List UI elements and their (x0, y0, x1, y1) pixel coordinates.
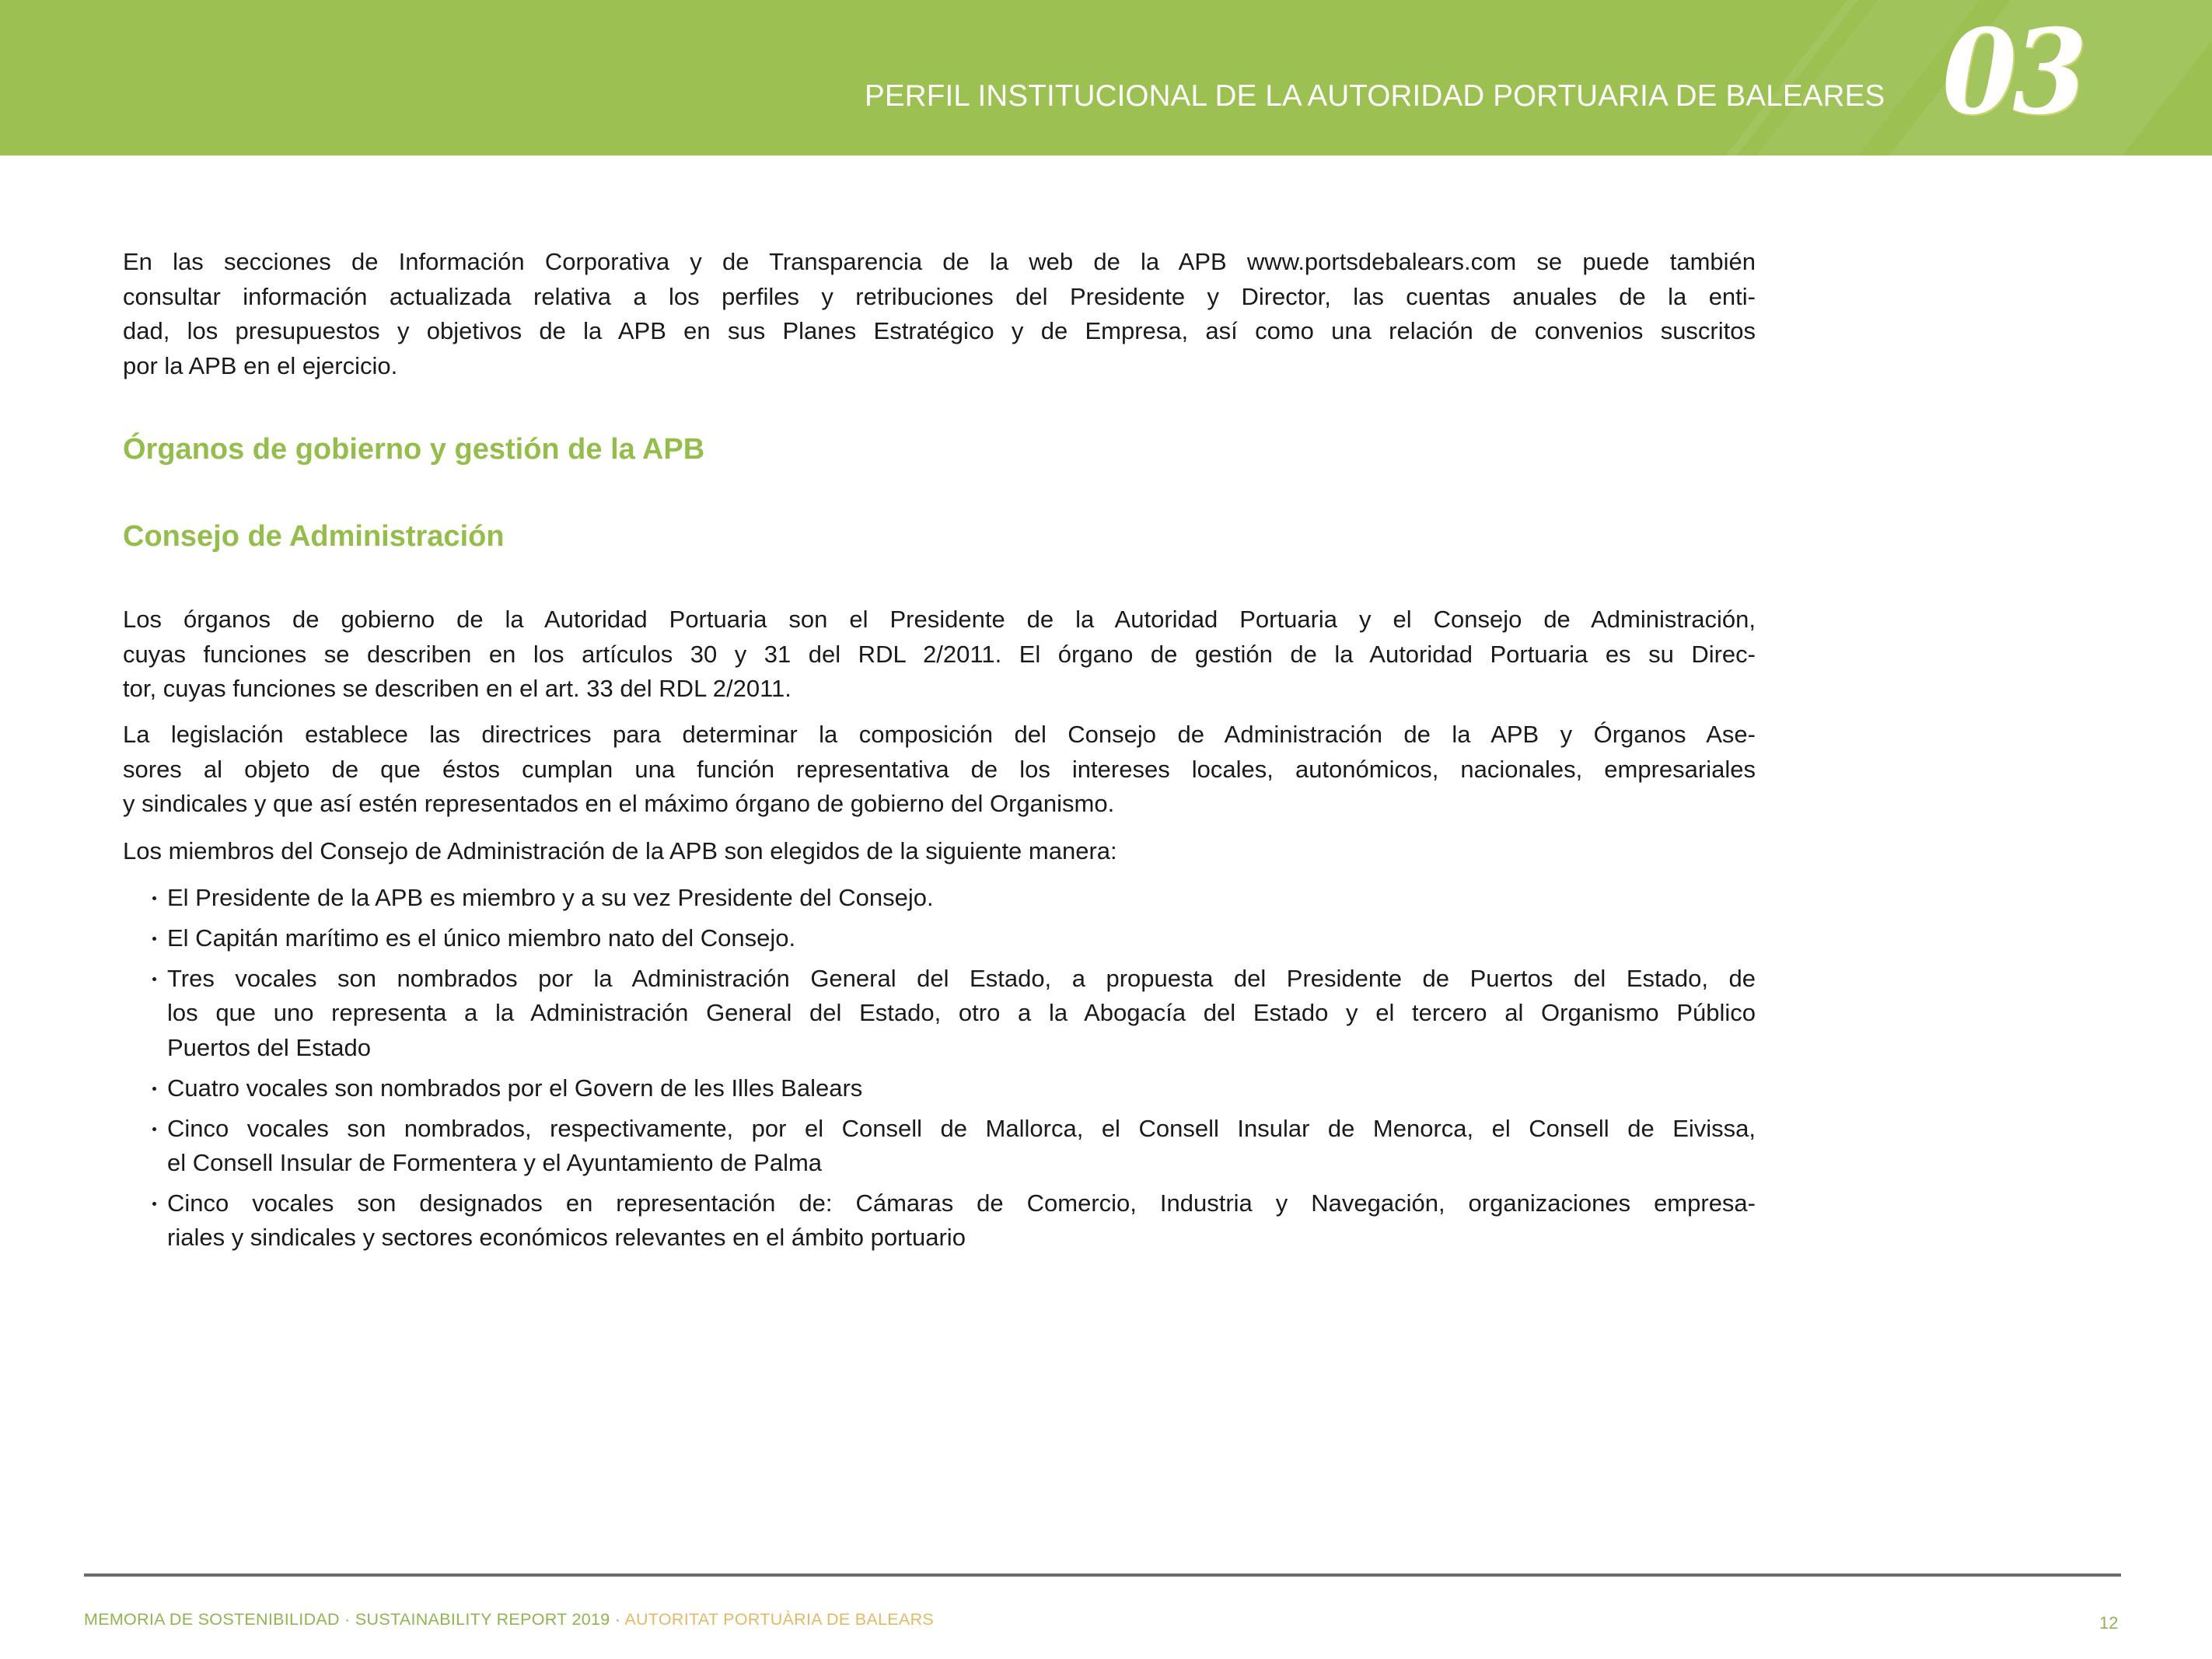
list-item (123, 921, 1756, 956)
text-line: el Consell Insular de Formentera y el Ayuntamiento de Palma (167, 1149, 823, 1177)
text-line: Los órganos de gobierno de la Autoridad Portuaria son el Presidente de la Autoridad Portuaria y el Consejo de Administración, (123, 606, 1756, 633)
text-line: Cinco vocales son nombrados, respectivamente, por el Consell de Mallorca, el Consell Insular de Menorca, el Consell de Eivissa, (167, 1114, 1756, 1142)
footer-credit (84, 1609, 934, 1629)
text-line: los que uno representa a la Administración General del Estado, otro a la Abogacía del Estado y el tercero al Organismo Público (167, 999, 1756, 1027)
text-line: y sindicales y que así estén representados en el máximo órgano de gobierno del Organismo. (123, 790, 1115, 817)
list-item (123, 1112, 1756, 1181)
paragraph (123, 718, 1756, 822)
section-heading: Órganos de gobierno y gestión de la APB (123, 433, 705, 466)
list-item (123, 1071, 1756, 1106)
bullet-icon (152, 1202, 156, 1206)
text-line: cuyas funciones se describen en los artículos 30 y 31 del RDL 2/2011. El órgano de gestión de la Autoridad Portuaria es su Direc- (123, 640, 1756, 668)
bullet-icon (152, 896, 156, 900)
chapter-number: 03 (1942, 4, 2084, 141)
text-line: por la APB en el ejercicio. (123, 351, 398, 379)
subsection-heading: Consejo de Administración (123, 520, 505, 553)
bullet-icon (152, 1127, 156, 1131)
text-line: El Capitán marítimo es el único miembro nato del Consejo. (167, 924, 796, 952)
intro-paragraph (123, 245, 1756, 383)
footer-divider (84, 1573, 2121, 1577)
members-list (123, 881, 1756, 1261)
text-line: Cuatro vocales son nombrados por el Govern de les Illes Balears (167, 1074, 863, 1102)
text-line: riales y sindicales y sectores económicos relevantes en el ámbito portuario (167, 1224, 966, 1252)
footer-report-label: MEMORIA DE SOSTENIBILIDAD · SUSTAINABILITY REPORT 2019 · (84, 1610, 625, 1629)
text-line: consultar información actualizada relativa a los perfiles y retribuciones del Presidente y Director, las cuentas anuales de la enti- (123, 282, 1756, 310)
chapter-header-band (0, 0, 2212, 155)
text-line: Los miembros del Consejo de Administración de la APB son elegidos de la siguiente manera: (123, 837, 1117, 864)
bullet-icon (152, 937, 156, 941)
text-line: Cinco vocales son designados en representación de: Cámaras de Comercio, Industria y Navegación, organizaciones empresa- (167, 1189, 1756, 1217)
bullet-icon (152, 977, 156, 981)
text-line: dad, los presupuestos y objetivos de la APB en sus Planes Estratégico y de Empresa, así como una relación de convenios suscritos (123, 317, 1756, 344)
text-line: Puertos del Estado (167, 1033, 371, 1061)
paragraph (123, 602, 1756, 707)
list-item (123, 881, 1756, 916)
text-line: tor, cuyas funciones se describen en el art. 33 del RDL 2/2011. (123, 675, 791, 702)
text-line: El Presidente de la APB es miembro y a su vez Presidente del Consejo. (167, 884, 934, 911)
footer-organization: AUTORITAT PORTUÀRIA DE BALEARS (624, 1610, 935, 1629)
list-item (123, 962, 1756, 1066)
page-number: 12 (2099, 1613, 2119, 1633)
text-line: La legislación establece las directrices para determinar la composición del Consejo de Administración de la APB y Órganos Ase- (123, 721, 1756, 748)
paragraph (123, 834, 1756, 869)
list-item (123, 1186, 1756, 1256)
text-line: Tres vocales son nombrados por la Administración General del Estado, a propuesta del Presidente de Puertos del Estado, de (167, 964, 1756, 992)
text-line: En las secciones de Información Corporativa y de Transparencia de la web de la APB www.portsdebalears.com se puede también (123, 248, 1756, 275)
bullet-icon (152, 1087, 156, 1091)
chapter-title: PERFIL INSTITUCIONAL DE LA AUTORIDAD PORTUARIA DE BALEARES (865, 79, 1885, 113)
text-line: sores al objeto de que éstos cumplan una función representativa de los intereses locales, autonómicos, nacionales, empresariales (123, 755, 1756, 783)
